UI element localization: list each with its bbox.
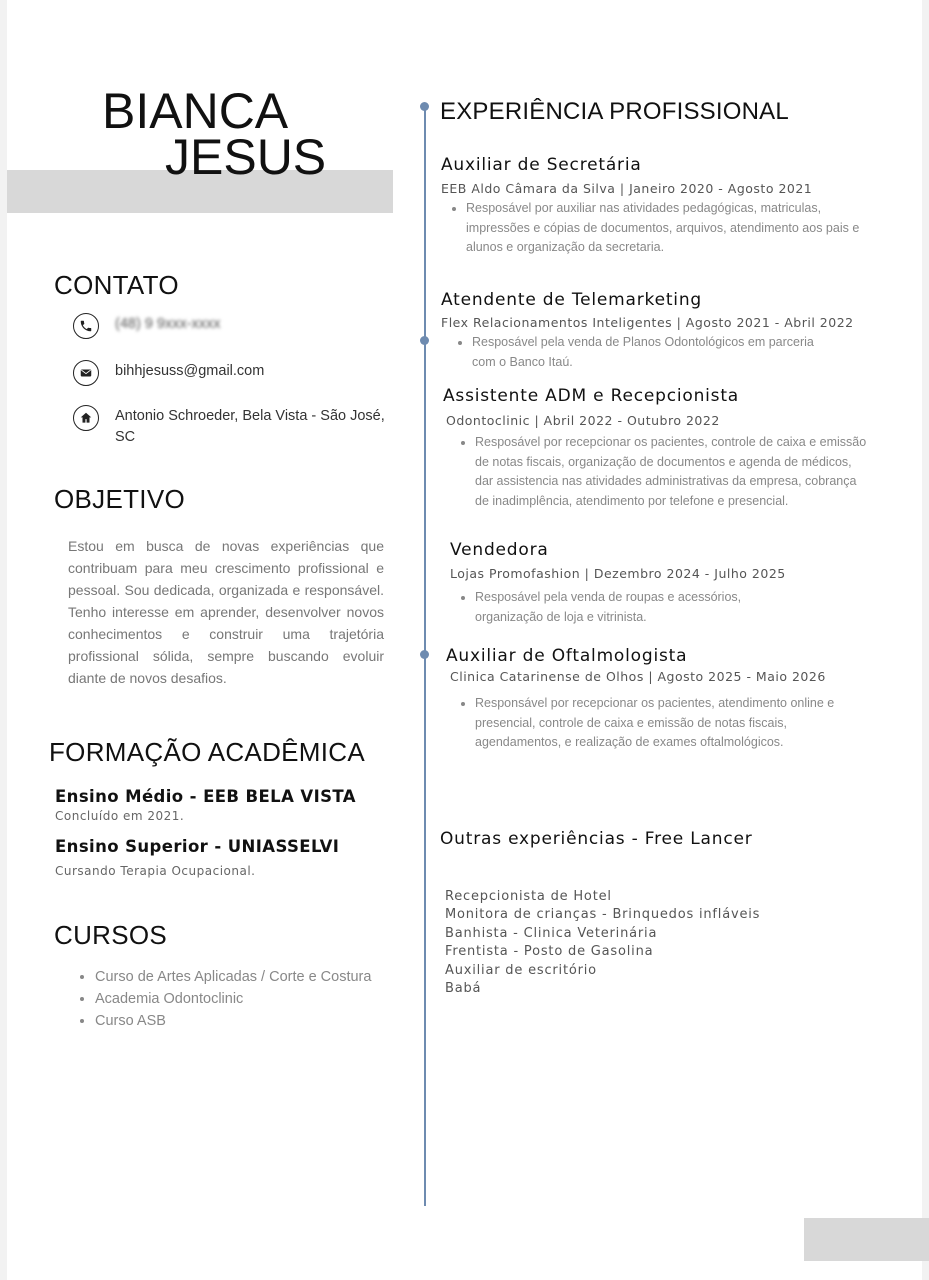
list-item: • Resposável por auxiliar nas atividades pedagógicas, matriculas, impressões e cópias de documentos, arquivos, atendimento aos pais e alunos e organização da secretaria. (466, 199, 864, 258)
other-experience-heading: Outras experiências - Free Lancer (440, 829, 753, 849)
education-heading: FORMAÇÃO ACADÊMICA (49, 737, 365, 767)
job-meta: Flex Relacionamentos Inteligentes | Agosto 2021 - Abril 2022 (441, 315, 854, 330)
job-meta: EEB Aldo Câmara da Silva | Janeiro 2020 - Agosto 2021 (441, 181, 813, 196)
job-title: Assistente ADM e Recepcionista (443, 386, 740, 406)
job-title: Atendente de Telemarketing (441, 290, 702, 310)
email-address[interactable]: bihhjesuss@gmail.com (115, 363, 265, 379)
courses-heading: CURSOS (54, 920, 168, 950)
timeline-dot (420, 102, 429, 111)
mail-icon (73, 360, 99, 386)
timeline-dot (420, 650, 429, 659)
list-item: Auxiliar de escritório (445, 962, 597, 978)
job-title: Auxiliar de Oftalmologista (446, 646, 688, 666)
timeline-dot (420, 336, 429, 345)
phone-icon (73, 313, 99, 339)
list-item: Recepcionista de Hotel (445, 889, 612, 904)
job-description (459, 588, 805, 627)
home-icon (73, 405, 99, 431)
resume-page (7, 0, 922, 1280)
list-item: • Curso de Artes Aplicadas / Corte e Costura (95, 966, 395, 988)
corner-accent-box (804, 1218, 929, 1261)
job-title: Auxiliar de Secretária (441, 155, 642, 175)
job-description (450, 199, 864, 258)
objective-text: Estou em busca de novas experiências que contribuam para meu crescimento profissional e pessoal. Sou dedicada, organizada e responsável. Tenho interesse em aprender, desenvolver novos conhecimentos e construir uma trajetória profissional sólida, sempre buscando evoluir diante de novos desafios. (68, 538, 384, 686)
list-item: Banhista - Clinica Veterinária (445, 925, 658, 941)
last-name: JESUS (165, 129, 327, 185)
education-item-title: Ensino Médio - EEB BELA VISTA (55, 787, 356, 806)
list-item: • Resposável pela venda de roupas e acessórios, organização de loja e vitrinista. (475, 588, 805, 627)
education-item-sub: Concluído em 2021. (55, 809, 185, 823)
education-item-title: Ensino Superior - UNIASSELVI (55, 837, 340, 856)
courses-list (79, 966, 395, 1032)
list-item: • Academia Odontoclinic (95, 988, 395, 1010)
job-meta: Clinica Catarinense de Olhos | Agosto 2025 - Maio 2026 (450, 669, 826, 684)
job-description (459, 694, 861, 753)
list-item: • Curso ASB (95, 1010, 395, 1032)
contact-phone (73, 313, 385, 339)
list-item: Monitora de crianças - Brinquedos infláveis (445, 907, 761, 923)
job-description (456, 333, 832, 372)
list-item: Frentista - Posto de Gasolina (445, 944, 654, 960)
first-name: BIANCA (102, 83, 289, 139)
list-item: • Resposável pela venda de Planos Odontológicos em parceria com o Banco Itaú. (472, 333, 832, 372)
contact-address (73, 405, 385, 448)
education-item-sub: Cursando Terapia Ocupacional. (55, 864, 256, 878)
list-item: • Responsável por recepcionar os pacientes, atendimento online e presencial, controle de caixa e emissão de notas fiscais, agendamentos, e realização de exames oftalmológicos. (475, 694, 861, 753)
job-meta: Lojas Promofashion | Dezembro 2024 - Julho 2025 (450, 566, 786, 581)
experience-heading: EXPERIÊNCIA PROFISSIONAL (440, 98, 789, 125)
street-address: Antonio Schroeder, Bela Vista - São José, SC (115, 408, 385, 445)
contact-email (73, 360, 385, 386)
list-item: • Resposável por recepcionar os pacientes, controle de caixa e emissão de notas fiscais, organização de documentos e agenda de médicos, dar assistencia nas atividades administrativas da empresa, cobrança de inadimplência, atendimento por telefone e presencial. (475, 433, 869, 511)
other-experience-list (445, 888, 760, 998)
contact-heading: CONTATO (54, 270, 179, 300)
job-meta: Odontoclinic | Abril 2022 - Outubro 2022 (446, 413, 720, 428)
list-item: Babá (445, 981, 482, 997)
objective-heading: OBJETIVO (54, 484, 185, 514)
job-title: Vendedora (450, 540, 549, 560)
job-description (459, 433, 869, 511)
phone-number: (48) 9 9xxx-xxxx (115, 316, 221, 332)
